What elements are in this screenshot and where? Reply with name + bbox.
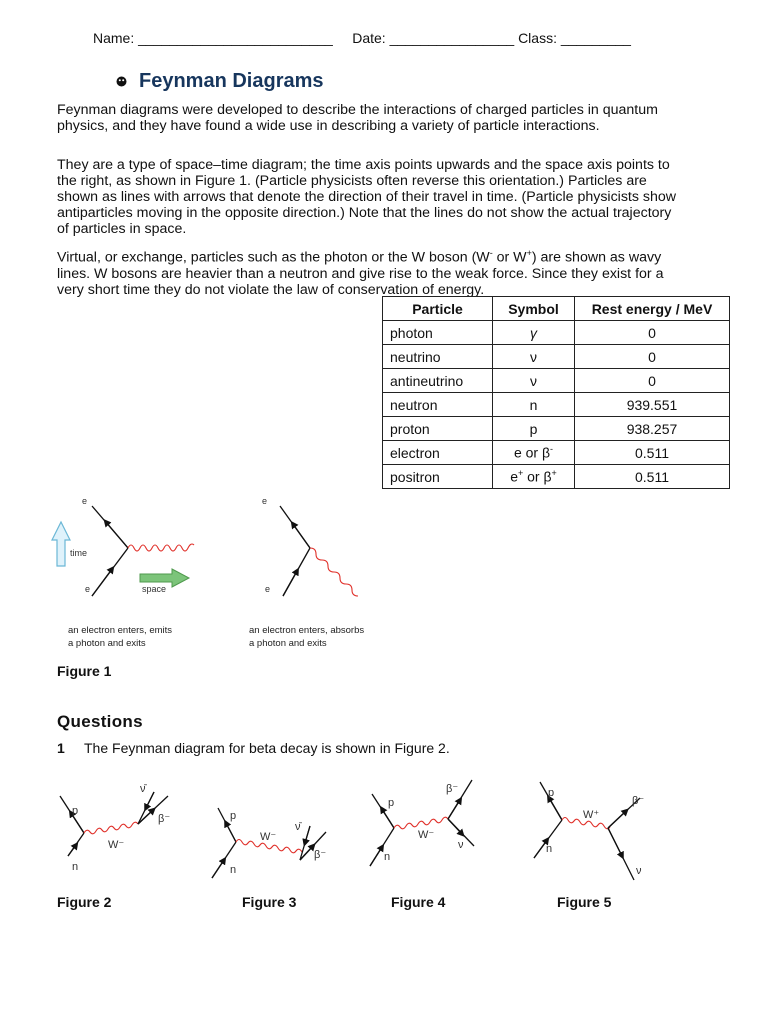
photon-emitted-wave <box>128 544 194 551</box>
col-particle-header: Particle <box>383 297 493 321</box>
energy-cell: 0 <box>575 345 730 369</box>
symbol-cell: e or β- <box>493 441 575 465</box>
svg-text:p: p <box>230 810 237 822</box>
svg-text:β⁻: β⁻ <box>158 813 171 825</box>
question-1-text: The Feynman diagram for beta decay is shown in Figure 2. <box>84 740 450 756</box>
svg-text:n: n <box>230 864 237 876</box>
svg-text:W⁻: W⁻ <box>418 829 435 841</box>
electron-label: e <box>82 496 88 506</box>
electron-label: e <box>262 496 268 506</box>
time-label: time <box>70 548 88 558</box>
bullet-icon <box>116 76 127 87</box>
electron-label: e <box>265 584 271 594</box>
svg-text:W⁻: W⁻ <box>108 839 125 851</box>
figure-3-diagram <box>206 790 336 885</box>
symbol-cell: γ <box>493 321 575 345</box>
figure-5-caption: Figure 5 <box>557 894 612 910</box>
title-block <box>116 70 324 93</box>
figure-2-caption: Figure 2 <box>57 894 112 910</box>
svg-text:p: p <box>548 787 555 799</box>
figure-1-right-caption-line-1: an electron enters, absorbs <box>249 625 365 636</box>
energy-cell: 938.257 <box>575 417 730 441</box>
table-row <box>383 465 730 489</box>
table-row <box>383 393 730 417</box>
svg-text:n: n <box>546 843 553 855</box>
table-row <box>383 417 730 441</box>
particle-cell: electron <box>383 441 493 465</box>
electron-label: e <box>85 584 91 594</box>
page-title: Feynman Diagrams <box>139 70 324 92</box>
symbol-cell: ν <box>493 369 575 393</box>
table-row <box>383 321 730 345</box>
figure-1-diagram <box>50 484 380 654</box>
col-energy-header: Rest energy / MeV <box>575 297 730 321</box>
particle-cell: photon <box>383 321 493 345</box>
svg-text:β⁻: β⁻ <box>632 795 645 807</box>
figure-1-caption: Figure 1 <box>57 663 112 679</box>
figure-1-right-caption-line-2: a photon and exits <box>249 638 327 649</box>
space-label: space <box>142 584 167 594</box>
worksheet-header <box>93 30 631 46</box>
col-symbol-header: Symbol <box>493 297 575 321</box>
svg-text:n: n <box>384 851 391 863</box>
symbol-cell: e+ or β+ <box>493 465 575 489</box>
symbol-cell: p <box>493 417 575 441</box>
svg-text:β⁻: β⁻ <box>314 849 327 861</box>
particle-cell: positron <box>383 465 493 489</box>
svg-text:W⁺: W⁺ <box>583 809 600 821</box>
energy-cell: 0.511 <box>575 441 730 465</box>
particle-cell: proton <box>383 417 493 441</box>
figure-3-caption: Figure 3 <box>242 894 297 910</box>
particle-table <box>382 296 730 489</box>
figure-1-left-caption-line-1: an electron enters, emits <box>68 625 173 636</box>
svg-text:ν: ν <box>636 865 642 877</box>
intro-paragraph: Feynman diagrams were developed to describe the interactions of charged particles in quantum physics, and they have found a wide use in describing a variety of particle interactions. <box>57 102 658 134</box>
figure-5-diagram <box>528 776 663 886</box>
class-blank[interactable]: _________ <box>560 30 631 46</box>
particle-cell: neutron <box>383 393 493 417</box>
question-1-number: 1 <box>57 740 65 756</box>
photon-absorbed-wave <box>310 548 358 596</box>
figure-2-diagram <box>52 778 187 888</box>
class-label: Class: <box>518 30 557 46</box>
questions-heading: Questions <box>57 712 143 731</box>
date-label: Date: <box>352 30 386 46</box>
symbol-cell: ν <box>493 345 575 369</box>
energy-cell: 0 <box>575 321 730 345</box>
energy-cell: 0 <box>575 369 730 393</box>
table-row <box>383 441 730 465</box>
time-arrow-icon <box>52 522 70 566</box>
table-row <box>383 369 730 393</box>
svg-text:W⁻: W⁻ <box>260 831 277 843</box>
particle-cell: antineutrino <box>383 369 493 393</box>
energy-cell: 0.511 <box>575 465 730 489</box>
figure-4-diagram <box>362 776 482 871</box>
svg-text:n: n <box>72 861 79 873</box>
svg-text:ν̄: ν̄ <box>295 821 301 833</box>
svg-text:ν̄: ν̄ <box>140 783 146 795</box>
virtual-particles-paragraph: Virtual, or exchange, particles such as the photon or the W boson (W- or W+) are shown as wavy lines. W bosons are heavier than a neutron and give rise to the weak force. Since they exist for a very short time they do not violate the law of conservation of energy. <box>57 248 664 298</box>
name-blank[interactable]: _________________________ <box>138 30 333 46</box>
space-time-paragraph: They are a type of space–time diagram; the time axis points upwards and the space axis points to the right, as shown in Figure 1. (Particle physicists often reverse this orientation.) Particles are shown as lines with arrows that denote the direction of their travel in time. (Particle physicists show antiparticles moving in the opposite direction.) Note that the lines do not show the actual trajectory of particles in space. <box>57 157 677 237</box>
svg-text:β⁻: β⁻ <box>446 783 459 795</box>
particle-cell: neutrino <box>383 345 493 369</box>
svg-text:p: p <box>72 805 79 817</box>
symbol-cell: n <box>493 393 575 417</box>
table-header-row <box>383 297 730 321</box>
name-label: Name: <box>93 30 135 46</box>
date-blank[interactable]: ________________ <box>389 30 515 46</box>
svg-text:ν: ν <box>458 839 464 851</box>
figure-1-left-caption-line-2: a photon and exits <box>68 638 146 649</box>
table-row <box>383 345 730 369</box>
figure-4-caption: Figure 4 <box>391 894 446 910</box>
energy-cell: 939.551 <box>575 393 730 417</box>
svg-text:p: p <box>388 797 395 809</box>
